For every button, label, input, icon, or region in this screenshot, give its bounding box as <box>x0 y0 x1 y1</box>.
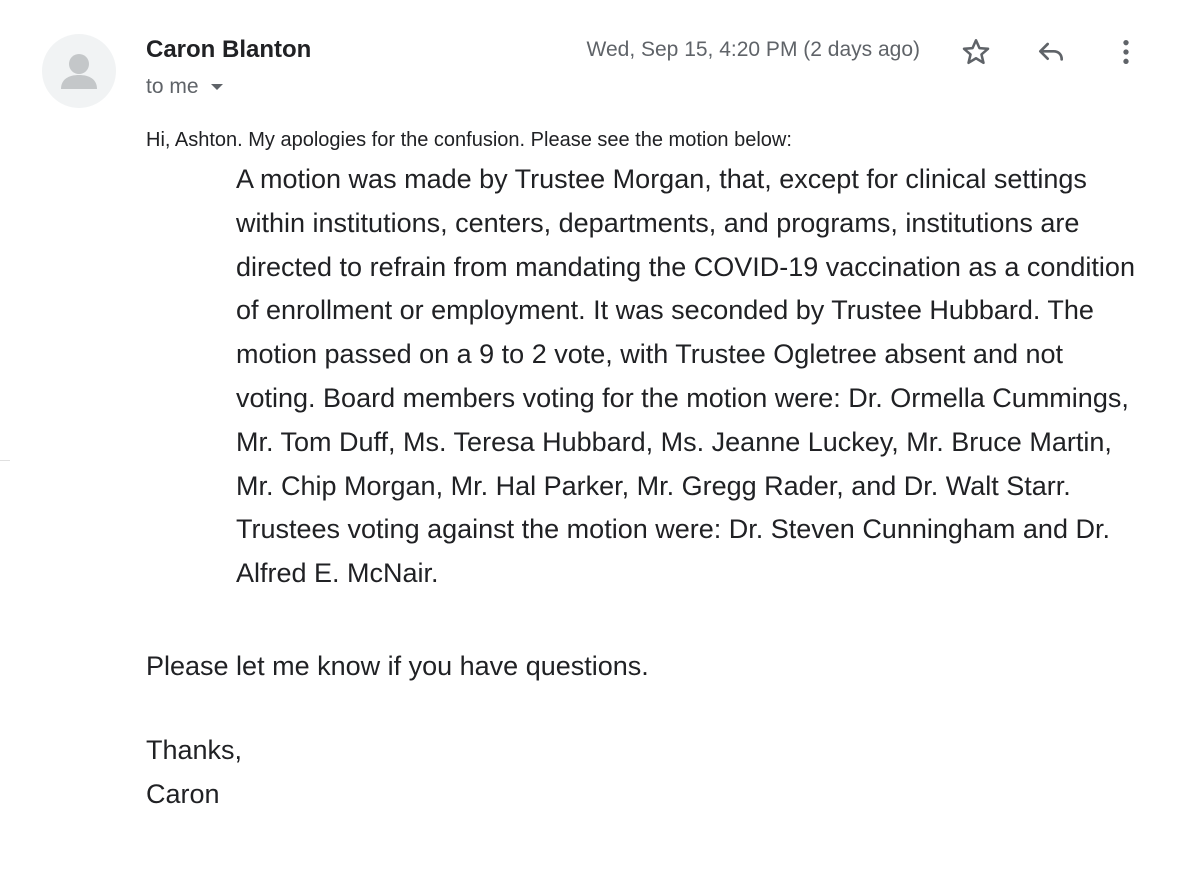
message-body <box>146 126 1166 816</box>
default-person-icon <box>42 34 116 108</box>
more-vertical-icon <box>1110 36 1142 68</box>
quoted-motion-text: A motion was made by Trustee Morgan, that, except for clinical settings within institutions, centers, departments, and programs, institutions are directed to refrain from mandating the COVID-19 vaccination as a condition of enrollment or employment. It was seconded by Trustee Hubbard. The motion passed on a 9 to 2 vote, with Trustee Ogletree absent and not voting. Board members voting for the motion were: Dr. Ormella Cummings, Mr. Tom Duff, Ms. Teresa Hubbard, Ms. Jeanne Luckey, Mr. Bruce Martin, Mr. Chip Morgan, Mr. Hal Parker, Mr. Gregg Rader, and Dr. Walt Starr. Trustees voting against the motion were: Dr. Steven Cunningham and Dr. Alfred E. McNair. <box>236 164 1135 589</box>
greeting-text: Hi, Ashton. My apologies for the confusion. Please see the motion below: <box>146 129 792 151</box>
message-timestamp: Wed, Sep 15, 4:20 PM (2 days ago) <box>586 38 920 61</box>
reply-button[interactable] <box>1029 30 1073 74</box>
star-button[interactable] <box>954 30 998 74</box>
signoff-line: Thanks, <box>146 734 243 765</box>
avatar[interactable] <box>42 34 116 108</box>
divider <box>0 460 10 461</box>
chevron-down-icon <box>211 84 223 90</box>
closing-text: Please let me know if you have questions. <box>146 650 649 681</box>
recipients-dropdown[interactable] <box>146 75 223 99</box>
recipients-label: to me <box>146 75 199 98</box>
signature-name: Caron <box>146 778 220 809</box>
reply-arrow-icon <box>1035 36 1067 68</box>
sender-name[interactable]: Caron Blanton <box>146 36 312 63</box>
star-outline-icon <box>960 36 992 68</box>
signature <box>146 728 1166 816</box>
more-options-button[interactable] <box>1104 30 1148 74</box>
